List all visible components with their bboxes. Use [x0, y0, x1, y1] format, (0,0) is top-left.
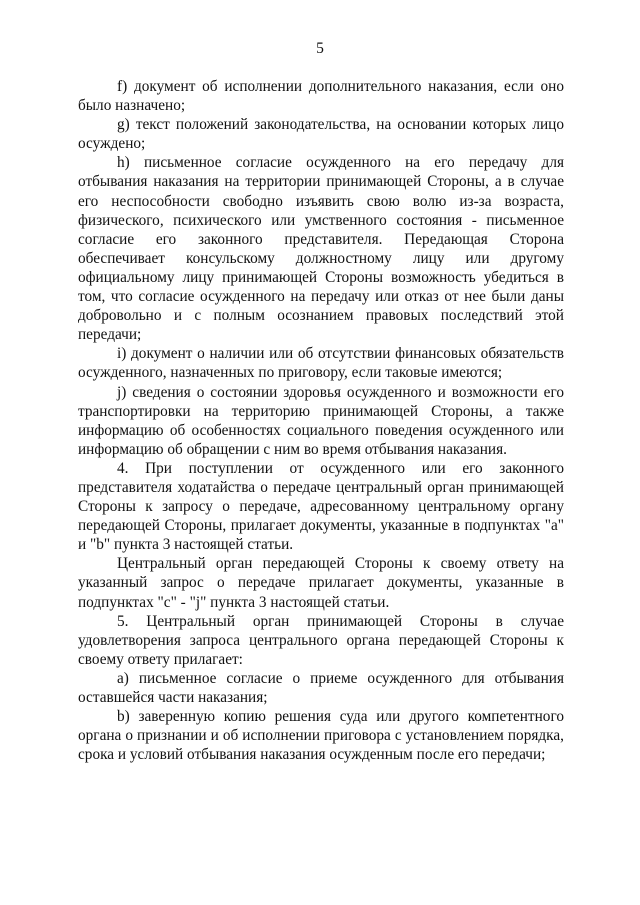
paragraph-clause-4: 4. При поступлении от осужденного или его законного представителя ходатайства о передаче центральный орган принимающей Стороны к запросу о передаче, адресованному центральному органу передающей Стороны, прилагает документы, указанные в подпунктах "a" и "b" пункта 3 настоящей статьи.	[78, 459, 564, 554]
page-number: 5	[316, 40, 324, 57]
document-body	[78, 77, 564, 764]
paragraph-item-a: a) письменное согласие о приеме осужденного для отбывания оставшейся части наказания;	[78, 669, 564, 706]
paragraph-item-h: h) письменное согласие осужденного на его передачу для отбывания наказания на территории принимающей Стороны, а в случае его неспособности свободно изъявить свою волю из-за возраста, физического, психического или умственного состояния - письменное согласие его законного представителя. Передающая Сторона обеспечивает консульскому должностному лицу или другому официальному лицу принимающей Стороны возможность убедиться в том, что согласие осужденного на передачу или отказ от нее были даны добровольно и с полным осознанием правовых последствий этой передачи;	[78, 154, 564, 344]
paragraph-item-j: j) сведения о состоянии здоровья осужденного и возможности его транспортировки на территорию принимающей Стороны, а также информацию об особенностях социального поведения осужденного или информацию об обращении с ним во время отбывания наказания.	[78, 383, 564, 458]
paragraph-item-i: i) документ о наличии или об отсутствии финансовых обязательств осужденного, назначенных по приговору, если таковые имеются;	[78, 345, 564, 382]
paragraph-clause-5: 5. Центральный орган принимающей Стороны в случае удовлетворения запроса центрального органа передающей Стороны к своему ответу прилагает:	[78, 612, 564, 668]
paragraph-clause-4-response: Центральный орган передающей Стороны к своему ответу на указанный запрос о передаче прилагает документы, указанные в подпунктах "c" - "j" пункта 3 настоящей статьи.	[78, 555, 564, 611]
paragraph-item-b: b) заверенную копию решения суда или другого компетентного органа о признании и об исполнении приговора с установлением порядка, срока и условий отбывания наказания осужденным после его передачи;	[78, 708, 564, 764]
paragraph-item-f: f) документ об исполнении дополнительного наказания, если оно было назначено;	[78, 78, 564, 115]
paragraph-item-g: g) текст положений законодательства, на основании которых лицо осуждено;	[78, 116, 564, 153]
